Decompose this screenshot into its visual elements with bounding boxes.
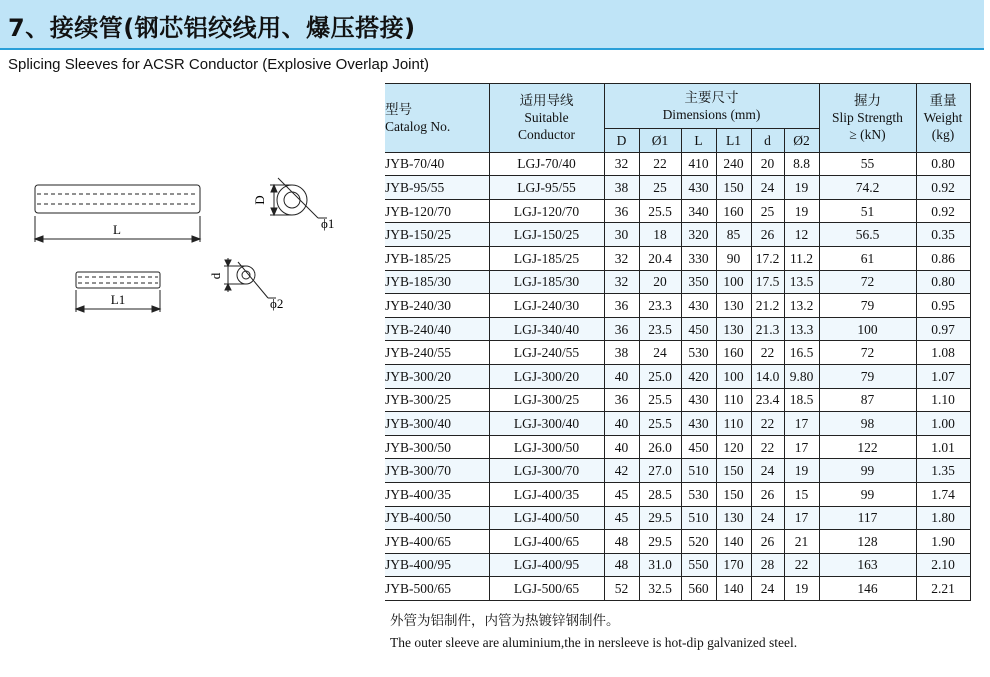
table-cell: 14.0 <box>751 364 784 388</box>
label-L1: L1 <box>110 292 126 307</box>
label-phi1: ϕ1 <box>321 216 335 231</box>
table-cell: 18 <box>639 223 681 247</box>
table-cell: LGJ-500/65 <box>489 577 604 601</box>
table-cell: 160 <box>716 341 751 365</box>
table-row <box>385 388 970 412</box>
table-cell: 22 <box>751 341 784 365</box>
table-cell: 19 <box>784 199 819 223</box>
table-cell: 21.2 <box>751 294 784 318</box>
table-cell: 120 <box>716 435 751 459</box>
subheader-cell: L <box>681 129 716 153</box>
table-cell: 24 <box>751 176 784 200</box>
table-cell: 20.4 <box>639 246 681 270</box>
table-cell: 17 <box>784 412 819 436</box>
table-cell: 32.5 <box>639 577 681 601</box>
table-cell: 0.92 <box>916 199 970 223</box>
table-cell: 430 <box>681 176 716 200</box>
table-cell: 9.80 <box>784 364 819 388</box>
table-cell: 550 <box>681 553 716 577</box>
table-cell: 170 <box>716 553 751 577</box>
table-cell: 19 <box>784 176 819 200</box>
table-cell: 24 <box>751 459 784 483</box>
table-row <box>385 412 970 436</box>
table-cell: 29.5 <box>639 506 681 530</box>
table-cell: 23.4 <box>751 388 784 412</box>
table-cell: 99 <box>819 459 916 483</box>
sleeve-drawing <box>20 170 350 330</box>
table-cell: 13.2 <box>784 294 819 318</box>
table-cell: JYB-400/65 <box>385 530 489 554</box>
table-cell: 27.0 <box>639 459 681 483</box>
table-cell: 26 <box>751 530 784 554</box>
table-cell: 140 <box>716 530 751 554</box>
table-cell: 110 <box>716 412 751 436</box>
table-cell: 26 <box>751 223 784 247</box>
table-cell: JYB-240/40 <box>385 317 489 341</box>
header-slip <box>819 84 916 153</box>
table-cell: JYB-120/70 <box>385 199 489 223</box>
table-cell: 140 <box>716 577 751 601</box>
table-row <box>385 246 970 270</box>
table-cell: 510 <box>681 506 716 530</box>
table-cell: 1.00 <box>916 412 970 436</box>
subheader-cell: Ø1 <box>639 129 681 153</box>
table-row <box>385 270 970 294</box>
outer-sleeve-end-view <box>270 178 327 218</box>
table-row <box>385 435 970 459</box>
table-row <box>385 577 970 601</box>
table-cell: 29.5 <box>639 530 681 554</box>
table-cell: 52 <box>604 577 639 601</box>
table-cell: 56.5 <box>819 223 916 247</box>
table-cell: LGJ-400/95 <box>489 553 604 577</box>
table-cell: 85 <box>716 223 751 247</box>
header-catalog-en: Catalog No. <box>385 118 451 134</box>
table-cell: 450 <box>681 317 716 341</box>
table-cell: 0.92 <box>916 176 970 200</box>
table-cell: LGJ-185/25 <box>489 246 604 270</box>
table-cell: 117 <box>819 506 916 530</box>
table-cell: 130 <box>716 317 751 341</box>
table-cell: 22 <box>751 412 784 436</box>
header-conductor-en1: Suitable <box>524 110 569 126</box>
table-cell: LGJ-300/70 <box>489 459 604 483</box>
table-row <box>385 506 970 530</box>
table-row <box>385 482 970 506</box>
table-cell: 340 <box>681 199 716 223</box>
header-weight <box>916 84 970 153</box>
table-cell: 25.5 <box>639 412 681 436</box>
table-cell: 55 <box>819 152 916 176</box>
table-cell: 150 <box>716 482 751 506</box>
table-cell: LGJ-300/25 <box>489 388 604 412</box>
table-cell: 36 <box>604 199 639 223</box>
table-cell: 146 <box>819 577 916 601</box>
table-cell: 28.5 <box>639 482 681 506</box>
table-cell: 160 <box>716 199 751 223</box>
table-cell: 122 <box>819 435 916 459</box>
table-cell: 530 <box>681 341 716 365</box>
table-cell: LGJ-300/20 <box>489 364 604 388</box>
note-en: The outer sleeve are aluminium,the in nersleeve is hot-dip galvanized steel. <box>390 635 798 650</box>
table-cell: 1.74 <box>916 482 970 506</box>
note-cn: 外管为铝制件，内管为热镀锌钢制件。 <box>390 613 620 628</box>
table-cell: 99 <box>819 482 916 506</box>
table-cell: 28 <box>751 553 784 577</box>
label-L: L <box>113 222 121 237</box>
subheader-cell: D <box>604 129 639 153</box>
table-cell: 79 <box>819 364 916 388</box>
header-slip-unit: ≥ (kN) <box>849 127 886 143</box>
table-cell: 13.3 <box>784 317 819 341</box>
header-conductor-en2: Conductor <box>518 127 575 143</box>
header-slip-cn: 握力 <box>854 93 881 109</box>
table-cell: 1.10 <box>916 388 970 412</box>
table-cell: 130 <box>716 506 751 530</box>
table-row <box>385 199 970 223</box>
table-cell: 79 <box>819 294 916 318</box>
table-cell: 100 <box>819 317 916 341</box>
table-cell: 48 <box>604 553 639 577</box>
table-cell: 430 <box>681 294 716 318</box>
table-cell: LGJ-300/40 <box>489 412 604 436</box>
table-cell: 430 <box>681 412 716 436</box>
table-cell: 15 <box>784 482 819 506</box>
table-cell: 430 <box>681 388 716 412</box>
table-cell: 0.80 <box>916 270 970 294</box>
header-catalog-cn: 型号 <box>385 101 412 117</box>
table-cell: JYB-300/20 <box>385 364 489 388</box>
table-cell: LGJ-150/25 <box>489 223 604 247</box>
subheader-cell: L1 <box>716 129 751 153</box>
table-cell: 45 <box>604 482 639 506</box>
table-cell: 32 <box>604 270 639 294</box>
table-cell: 520 <box>681 530 716 554</box>
table-cell: 0.97 <box>916 317 970 341</box>
table-cell: LGJ-300/50 <box>489 435 604 459</box>
table-cell: 40 <box>604 364 639 388</box>
spec-table <box>385 83 971 601</box>
header-dims-en: Dimensions (mm) <box>662 107 761 122</box>
table-row <box>385 341 970 365</box>
table-cell: 1.01 <box>916 435 970 459</box>
table-cell: LGJ-240/30 <box>489 294 604 318</box>
table-row <box>385 364 970 388</box>
table-cell: 130 <box>716 294 751 318</box>
table-cell: 17.5 <box>751 270 784 294</box>
table-cell: JYB-185/30 <box>385 270 489 294</box>
table-cell: 21 <box>784 530 819 554</box>
table-cell: 8.8 <box>784 152 819 176</box>
table-cell: 25 <box>639 176 681 200</box>
table-cell: JYB-500/65 <box>385 577 489 601</box>
table-row <box>385 553 970 577</box>
table-cell: 150 <box>716 459 751 483</box>
table-cell: 560 <box>681 577 716 601</box>
table-row <box>385 152 970 176</box>
label-d: d <box>208 272 223 280</box>
header-weight-en: Weight <box>923 110 963 126</box>
table-cell: 19 <box>784 577 819 601</box>
table-cell: 74.2 <box>819 176 916 200</box>
subheader-cell: Ø2 <box>784 129 819 153</box>
table-cell: 350 <box>681 270 716 294</box>
table-row <box>385 530 970 554</box>
table-cell: 21.3 <box>751 317 784 341</box>
table-cell: JYB-300/50 <box>385 435 489 459</box>
header-catalog <box>385 84 489 153</box>
table-cell: 32 <box>604 246 639 270</box>
table-cell: 0.86 <box>916 246 970 270</box>
table-cell: 90 <box>716 246 751 270</box>
table-cell: 23.3 <box>639 294 681 318</box>
table-cell: 36 <box>604 294 639 318</box>
header-weight-unit: (kg) <box>931 127 955 143</box>
table-row <box>385 317 970 341</box>
page-subtitle: Splicing Sleeves for ACSR Conductor (Explosive Overlap Joint) <box>8 56 430 73</box>
table-cell: 42 <box>604 459 639 483</box>
table-cell: 17.2 <box>751 246 784 270</box>
header-conductor <box>489 84 604 153</box>
table-cell: 1.07 <box>916 364 970 388</box>
table-cell: 20 <box>751 152 784 176</box>
table-cell: 510 <box>681 459 716 483</box>
table-cell: 40 <box>604 435 639 459</box>
table-cell: JYB-400/50 <box>385 506 489 530</box>
table-cell: 330 <box>681 246 716 270</box>
table-cell: 24 <box>639 341 681 365</box>
table-cell: 25.5 <box>639 388 681 412</box>
table-cell: 0.80 <box>916 152 970 176</box>
label-D: D <box>252 195 267 205</box>
table-cell: 240 <box>716 152 751 176</box>
table-cell: 17 <box>784 506 819 530</box>
table-cell: 36 <box>604 388 639 412</box>
table-cell: 100 <box>716 270 751 294</box>
table-cell: 2.10 <box>916 553 970 577</box>
header-weight-cn: 重量 <box>929 93 957 109</box>
table-cell: 12 <box>784 223 819 247</box>
table-cell: 22 <box>784 553 819 577</box>
table-cell: 24 <box>751 577 784 601</box>
table-cell: JYB-400/35 <box>385 482 489 506</box>
table-cell: 19 <box>784 459 819 483</box>
table-cell: 40 <box>604 412 639 436</box>
table-cell: 48 <box>604 530 639 554</box>
table-cell: JYB-300/25 <box>385 388 489 412</box>
spec-table-body <box>385 152 970 600</box>
table-cell: 13.5 <box>784 270 819 294</box>
table-cell: LGJ-240/55 <box>489 341 604 365</box>
table-cell: 1.35 <box>916 459 970 483</box>
table-cell: 32 <box>604 152 639 176</box>
table-cell: LGJ-400/50 <box>489 506 604 530</box>
table-row <box>385 223 970 247</box>
table-cell: 38 <box>604 176 639 200</box>
table-cell: 1.08 <box>916 341 970 365</box>
notes <box>390 610 797 654</box>
subheader-cell: d <box>751 129 784 153</box>
table-cell: 22 <box>751 435 784 459</box>
table-cell: 51 <box>819 199 916 223</box>
table-cell: 420 <box>681 364 716 388</box>
table-cell: 45 <box>604 506 639 530</box>
table-cell: 1.90 <box>916 530 970 554</box>
table-cell: LGJ-120/70 <box>489 199 604 223</box>
header-slip-en: Slip Strength <box>832 110 903 126</box>
table-cell: 150 <box>716 176 751 200</box>
table-cell: 22 <box>639 152 681 176</box>
table-cell: LGJ-400/65 <box>489 530 604 554</box>
table-cell: 25.5 <box>639 199 681 223</box>
table-cell: JYB-300/40 <box>385 412 489 436</box>
header-dims-cn: 主要尺寸 <box>684 90 739 105</box>
table-cell: 2.21 <box>916 577 970 601</box>
table-row <box>385 459 970 483</box>
table-cell: 30 <box>604 223 639 247</box>
table-cell: 450 <box>681 435 716 459</box>
table-cell: JYB-70/40 <box>385 152 489 176</box>
table-cell: LGJ-400/35 <box>489 482 604 506</box>
table-cell: JYB-300/70 <box>385 459 489 483</box>
table-cell: 128 <box>819 530 916 554</box>
table-cell: 16.5 <box>784 341 819 365</box>
table-cell: 163 <box>819 553 916 577</box>
table-cell: 72 <box>819 341 916 365</box>
table-row <box>385 176 970 200</box>
table-cell: 38 <box>604 341 639 365</box>
table-cell: LGJ-70/40 <box>489 152 604 176</box>
table-cell: JYB-400/95 <box>385 553 489 577</box>
title-bar <box>0 0 984 50</box>
table-cell: 320 <box>681 223 716 247</box>
table-cell: 530 <box>681 482 716 506</box>
table-cell: JYB-240/55 <box>385 341 489 365</box>
header-dimensions <box>604 84 819 129</box>
table-cell: JYB-150/25 <box>385 223 489 247</box>
table-cell: 25 <box>751 199 784 223</box>
table-cell: LGJ-340/40 <box>489 317 604 341</box>
table-cell: 20 <box>639 270 681 294</box>
table-cell: 87 <box>819 388 916 412</box>
table-cell: 61 <box>819 246 916 270</box>
page-title: 7、接续管(钢芯铝绞线用、爆压搭接) <box>8 14 416 42</box>
table-cell: 26 <box>751 482 784 506</box>
table-cell: 26.0 <box>639 435 681 459</box>
table-cell: 36 <box>604 317 639 341</box>
table-cell: 0.35 <box>916 223 970 247</box>
table-cell: 31.0 <box>639 553 681 577</box>
table-cell: JYB-185/25 <box>385 246 489 270</box>
table-cell: 98 <box>819 412 916 436</box>
table-cell: 11.2 <box>784 246 819 270</box>
table-cell: 18.5 <box>784 388 819 412</box>
table-cell: 24 <box>751 506 784 530</box>
table-cell: LGJ-95/55 <box>489 176 604 200</box>
table-cell: JYB-95/55 <box>385 176 489 200</box>
table-cell: 1.80 <box>916 506 970 530</box>
label-phi2: ϕ2 <box>270 296 284 311</box>
table-cell: 110 <box>716 388 751 412</box>
table-cell: 17 <box>784 435 819 459</box>
table-cell: 72 <box>819 270 916 294</box>
header-conductor-cn: 适用导线 <box>519 93 574 109</box>
table-cell: LGJ-185/30 <box>489 270 604 294</box>
table-cell: JYB-240/30 <box>385 294 489 318</box>
table-cell: 23.5 <box>639 317 681 341</box>
table-cell: 0.95 <box>916 294 970 318</box>
table-cell: 25.0 <box>639 364 681 388</box>
table-row <box>385 294 970 318</box>
table-cell: 100 <box>716 364 751 388</box>
inner-sleeve-end-view <box>224 258 276 298</box>
table-cell: 410 <box>681 152 716 176</box>
